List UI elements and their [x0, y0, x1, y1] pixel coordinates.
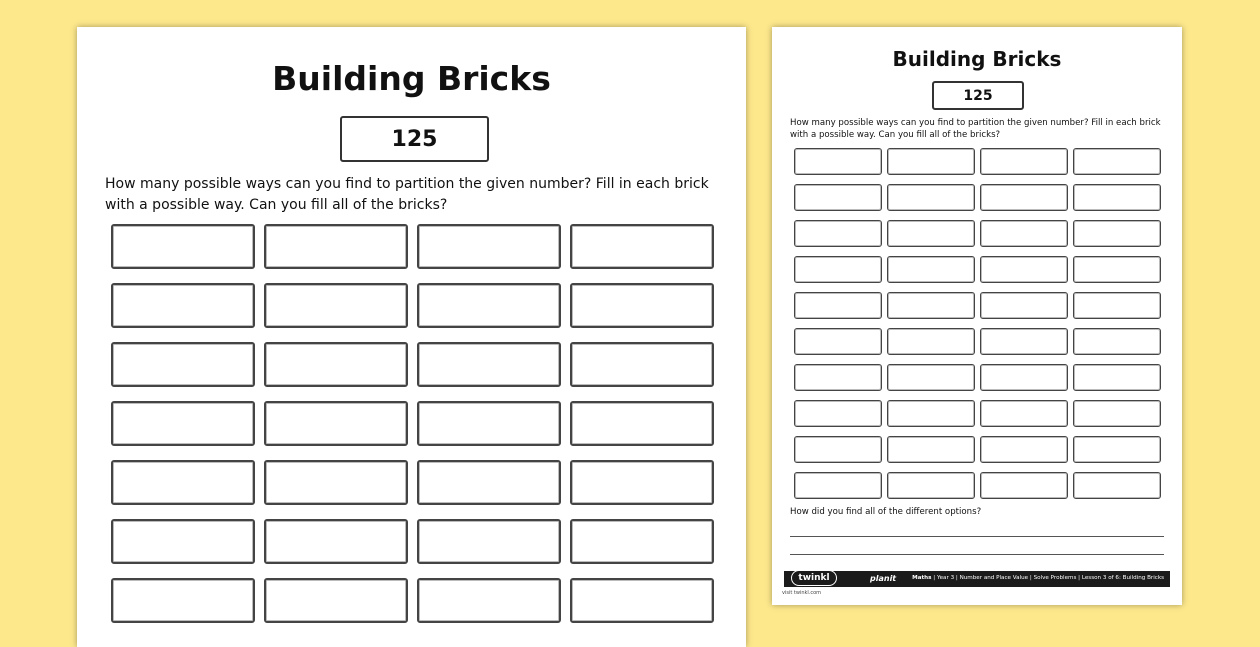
brick-large [570, 401, 714, 446]
brick-large [417, 460, 561, 505]
brick-small [794, 292, 882, 319]
brick-small [980, 328, 1068, 355]
brick-small [794, 220, 882, 247]
brick-small [887, 148, 975, 175]
footer-subject: Maths [912, 575, 932, 581]
brick-small [794, 472, 882, 499]
brick-large [264, 519, 408, 564]
answer-line [790, 536, 1164, 537]
twinkl-logo-text: twinkl [791, 570, 836, 586]
brick-large [111, 460, 255, 505]
brick-small [1073, 220, 1161, 247]
brick-small [887, 184, 975, 211]
planit-logo: planit [870, 574, 897, 583]
follow-up-question: How did you find all of the different options? [790, 507, 982, 517]
brick-small [794, 400, 882, 427]
worksheet-preview-large [77, 27, 746, 647]
brick-small [1073, 184, 1161, 211]
worksheet-title-small: Building Bricks [892, 47, 1062, 71]
brick-large [417, 401, 561, 446]
brick-small [794, 436, 882, 463]
worksheet-footer [784, 571, 1170, 587]
brick-large [264, 224, 408, 269]
brick-small [794, 148, 882, 175]
brick-large [264, 578, 408, 623]
brick-large [570, 342, 714, 387]
brick-small [980, 400, 1068, 427]
brick-small [887, 328, 975, 355]
given-number: 125 [391, 126, 438, 152]
brick-large [111, 578, 255, 623]
brick-small [980, 436, 1068, 463]
brick-small [794, 364, 882, 391]
brick-small [1073, 400, 1161, 427]
brick-small [887, 364, 975, 391]
brick-large [264, 401, 408, 446]
brick-large [417, 283, 561, 328]
brick-small [980, 292, 1068, 319]
given-number-small: 125 [963, 87, 993, 104]
brick-large [264, 283, 408, 328]
brick-small [887, 256, 975, 283]
given-number-box-small [932, 81, 1024, 110]
brick-small [887, 472, 975, 499]
brick-small [980, 220, 1068, 247]
brick-small [1073, 292, 1161, 319]
footer-lesson-path: | Year 3 | Number and Place Value | Solve Problems | Lesson 3 of 6: Building Bricks [933, 575, 1164, 581]
brick-large [417, 224, 561, 269]
worksheet-question-small: How many possible ways can you find to partition the given number? Fill in each brick with a possible way. Can you fill all of the bricks? [790, 118, 1161, 141]
brick-small [1073, 148, 1161, 175]
brick-small [794, 184, 882, 211]
worksheet-question: How many possible ways can you find to partition the given number? Fill in each brick with a possible way. Can you fill all of the bricks? [105, 176, 709, 213]
brick-large [111, 401, 255, 446]
brick-large [111, 283, 255, 328]
brick-small [980, 148, 1068, 175]
brick-large [417, 342, 561, 387]
brick-large [417, 519, 561, 564]
brick-large [570, 578, 714, 623]
brick-small [980, 184, 1068, 211]
brick-large [570, 224, 714, 269]
answer-line [790, 554, 1164, 555]
brick-small [887, 292, 975, 319]
twinkl-url: visit twinkl.com [782, 590, 822, 596]
brick-large [264, 460, 408, 505]
twinkl-logo [786, 566, 842, 590]
brick-large [570, 460, 714, 505]
brick-large [111, 519, 255, 564]
brick-small [1073, 472, 1161, 499]
brick-large [570, 283, 714, 328]
worksheet-preview-small [772, 27, 1182, 605]
brick-small [794, 256, 882, 283]
brick-small [980, 256, 1068, 283]
brick-small [980, 472, 1068, 499]
brick-large [111, 224, 255, 269]
brick-small [980, 364, 1068, 391]
brick-small [794, 328, 882, 355]
brick-small [1073, 436, 1161, 463]
brick-small [1073, 364, 1161, 391]
brick-small [1073, 328, 1161, 355]
brick-large [111, 342, 255, 387]
brick-large [264, 342, 408, 387]
brick-small [887, 436, 975, 463]
footer-breadcrumb [912, 575, 1164, 581]
given-number-box [340, 116, 489, 162]
brick-large [417, 578, 561, 623]
brick-large [570, 519, 714, 564]
brick-small [887, 400, 975, 427]
worksheet-title: Building Bricks [272, 59, 551, 98]
brick-small [1073, 256, 1161, 283]
brick-small [887, 220, 975, 247]
